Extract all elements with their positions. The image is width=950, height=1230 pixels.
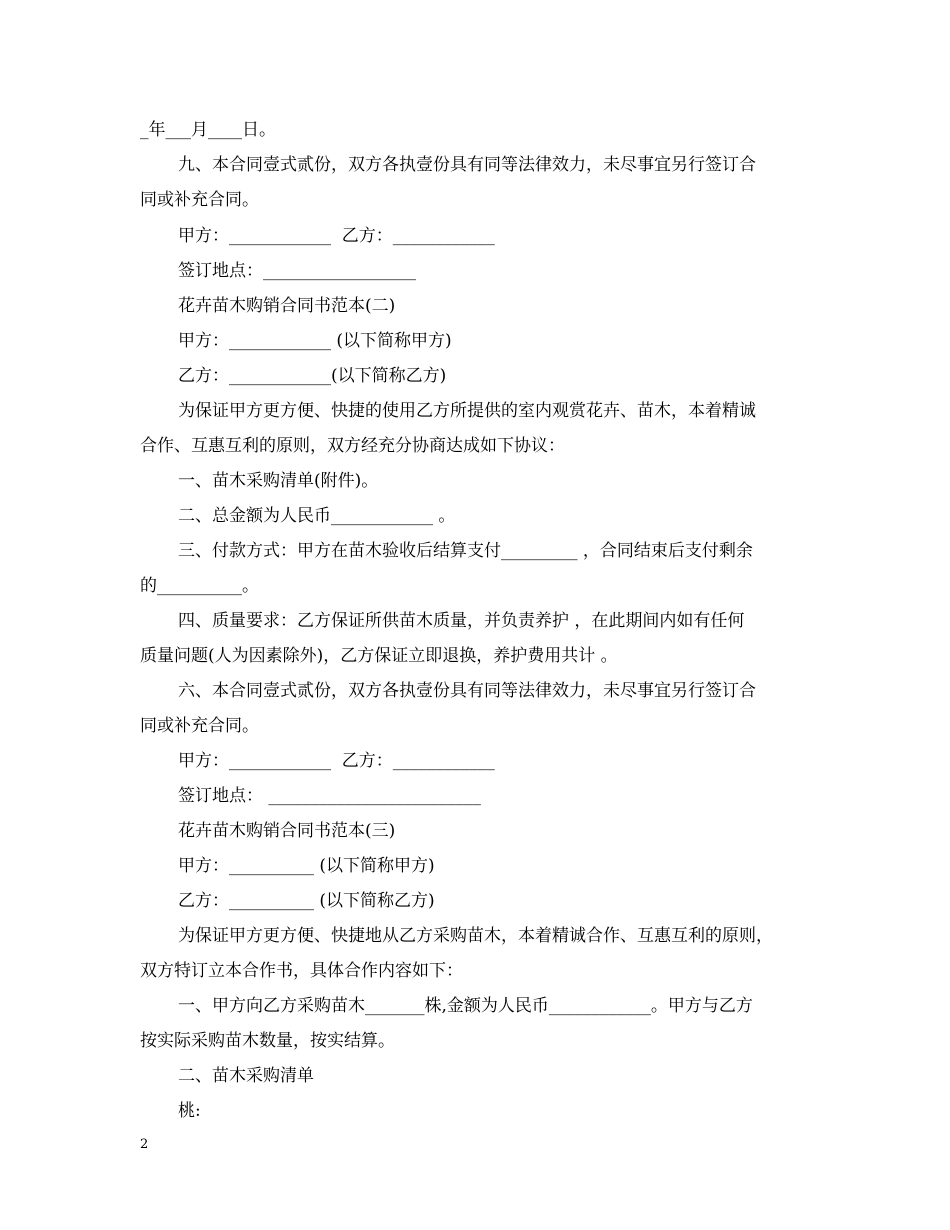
party-a-line: 甲方：__________ (以下简称甲方): [178, 856, 435, 876]
party-b-line: 乙方：____________(以下简称乙方): [178, 366, 447, 386]
text-line: 的__________。: [140, 576, 259, 596]
signature-line: 甲方：____________ 乙方：____________: [178, 751, 495, 771]
text-line: 按实际采购苗木数量，按实结算。: [140, 1031, 395, 1051]
section-title: 花卉苗木购销合同书范本(三): [178, 821, 396, 841]
text-line: 为保证甲方更方便、快捷的使用乙方所提供的室内观赏花卉、苗木，本着精诚: [178, 401, 756, 421]
text-line: 四、质量要求：乙方保证所供苗木质量，并负责养护 ，在此期间内如有任何: [178, 611, 745, 631]
text-line: 二、苗木采购清单: [178, 1066, 314, 1086]
signing-place-line: 签订地点： _________________________: [178, 786, 481, 806]
text-line: 一、甲方向乙方采购苗木_______株,金额为人民币____________。甲方与乙方: [178, 996, 753, 1016]
text-line: _年___月____日。: [140, 120, 276, 140]
section-title: 花卉苗木购销合同书范本(二): [178, 296, 396, 316]
text-line: 质量问题(人为因素除外)，乙方保证立即退换，养护费用共计 。: [140, 646, 618, 666]
text-line: 九、本合同壹式贰份，双方各执壹份具有同等法律效力，未尽事宜另行签订合: [178, 155, 756, 175]
party-a-line: 甲方：____________ (以下简称甲方): [178, 331, 452, 351]
text-line: 二、总金额为人民币____________ 。: [178, 506, 456, 526]
text-line: 桃:: [178, 1101, 201, 1121]
text-line: 六、本合同壹式贰份，双方各执壹份具有同等法律效力，未尽事宜另行签订合: [178, 681, 756, 701]
text-line: 双方特订立本合作书，具体合作内容如下：: [140, 961, 463, 981]
party-b-line: 乙方：__________ (以下简称乙方): [178, 891, 435, 911]
text-line: 为保证甲方更方便、快捷地从乙方采购苗木，本着精诚合作、互惠互利的原则，: [178, 926, 773, 946]
text-line: 合作、互惠互利的原则，双方经充分协商达成如下协议：: [140, 436, 565, 456]
signing-place-line: 签订地点：__________________: [178, 261, 416, 281]
signature-line: 甲方：____________ 乙方：____________: [178, 226, 495, 246]
page-number: 2: [140, 1137, 149, 1152]
text-line: 同或补充合同。: [140, 190, 259, 210]
text-line: 一、苗木采购清单(附件)。: [178, 471, 379, 491]
text-line: 三、付款方式：甲方在苗木验收后结算支付_________ ，合同结束后支付剩余: [178, 541, 753, 561]
text-line: 同或补充合同。: [140, 716, 259, 736]
